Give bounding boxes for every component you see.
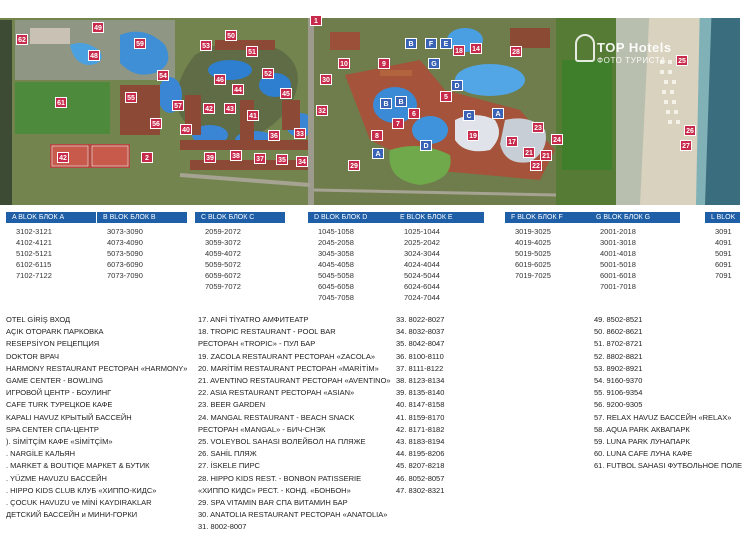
legend-item: 28. HIPPO KIDS REST. - BONBON PATISSERIE	[198, 473, 362, 483]
block-range-list	[195, 223, 285, 292]
map-marker: 50	[225, 30, 237, 41]
legend-item: 39. 8135-8140	[396, 388, 445, 398]
block-range: 3073-3090	[107, 227, 143, 236]
map-legend	[0, 314, 742, 532]
block-range: 5091	[715, 249, 732, 258]
block-range: 3001-3018	[600, 238, 636, 247]
block-room-ranges	[0, 212, 740, 302]
legend-item: 24. MANGAL RESTAURANT - BEACH SNACK	[198, 412, 355, 422]
map-marker: 22	[530, 160, 542, 171]
legend-column	[6, 314, 196, 521]
legend-item: 25. VOLEYBOL SAHASI ВОЛЕЙБОЛ НА ПЛЯЖЕ	[198, 437, 366, 447]
legend-item: 42. 8171-8182	[396, 424, 445, 434]
map-marker: D	[420, 140, 432, 151]
block-header: E BLOK БЛОК E	[394, 212, 484, 223]
map-marker: B	[380, 98, 392, 109]
block-column	[705, 212, 740, 281]
legend-item: ДЕТСКИЙ БАССЕЙН и МИНИ-ГОРКИ	[6, 510, 138, 520]
map-marker: 7	[392, 118, 404, 129]
block-column	[590, 212, 680, 292]
map-marker: 21	[523, 147, 535, 158]
legend-item: 60. LUNA CAFE ЛУНА КАФЕ	[594, 449, 693, 459]
block-header: G BLOK БЛОК G	[590, 212, 680, 223]
legend-column	[396, 314, 586, 497]
block-column	[505, 212, 595, 281]
map-marker: 1	[310, 15, 322, 26]
block-range: 5019-5025	[515, 249, 551, 258]
legend-item: 58. AQUA PARK АКВАПАРК	[594, 424, 690, 434]
map-marker: 51	[246, 46, 258, 57]
block-column	[97, 212, 187, 281]
map-marker: 18	[453, 45, 465, 56]
map-marker: 46	[214, 74, 226, 85]
map-marker: F	[425, 38, 437, 49]
legend-item: 44. 8195-8206	[396, 449, 445, 459]
block-range: 6024-6044	[404, 282, 440, 291]
block-range: 4073-4090	[107, 238, 143, 247]
block-range: 1045-1058	[318, 227, 354, 236]
block-range: 3059-3072	[205, 238, 241, 247]
legend-column	[198, 314, 391, 534]
legend-item: 51. 8702-8721	[594, 339, 643, 349]
legend-item: 27. İSKELE ПИРС	[198, 461, 260, 471]
legend-item: 29. SPA VITAMIN BAR СПА ВИТАМИН БАР	[198, 498, 348, 508]
legend-item: AÇIK OTOPARK ПАРКОВКА	[6, 327, 104, 337]
block-column	[308, 212, 398, 303]
block-range: 3024-3044	[404, 249, 440, 258]
legend-item: . MARKET & BOUTIQE МАРКЕТ & БУТИК	[6, 461, 150, 471]
block-range: 5102-5121	[16, 249, 52, 258]
legend-item: 33. 8022-8027	[396, 315, 445, 324]
block-range: 2045-2058	[318, 238, 354, 247]
legend-item: РЕСТОРАН «MANGAL» - БИЧ-СНЭК	[198, 424, 326, 434]
map-marker: 23	[532, 122, 544, 133]
map-marker: 9	[378, 58, 390, 69]
legend-item: 46. 8052-8057	[396, 473, 445, 483]
block-range: 6001-6018	[600, 271, 636, 280]
block-range: 7001-7018	[600, 282, 636, 291]
block-header: F BLOK БЛОК F	[505, 212, 595, 223]
legend-item: 35. 8042-8047	[396, 339, 445, 349]
watermark-title: TOP Hotels	[597, 40, 672, 55]
block-range: 7019-7025	[515, 271, 551, 280]
block-range: 4024-4044	[404, 260, 440, 269]
block-range-list	[6, 223, 96, 281]
map-marker: A	[492, 108, 504, 119]
legend-item: OTEL GİRİŞ ВХОД	[6, 315, 71, 324]
legend-item: ИГРОВОЙ ЦЕНТР - БОУЛИНГ	[6, 388, 112, 398]
legend-item: 19. ZACOLA RESTAURANT РЕСТОРАН «ZACOLA»	[198, 351, 376, 361]
block-range: 2001-2018	[600, 227, 636, 236]
legend-item: 45. 8207-8218	[396, 461, 445, 471]
legend-item: 49. 8502-8521	[594, 315, 643, 324]
block-range: 6019-6025	[515, 260, 551, 269]
map-marker: 36	[268, 130, 280, 141]
legend-item: . NARGİLE КАЛЬЯН	[6, 449, 76, 459]
block-range: 6102-6115	[16, 260, 52, 269]
legend-item: 17. ANFİ TİYATRO АМФИТЕАТР	[198, 315, 309, 324]
legend-item: 50. 8602-8621	[594, 327, 643, 337]
map-marker: 5	[440, 91, 452, 102]
legend-item: RESEPSİYON РЕЦЕПЦИЯ	[6, 339, 100, 349]
map-marker: 44	[232, 84, 244, 95]
legend-item: 55. 9106-9354	[594, 388, 643, 398]
map-marker: 48	[88, 50, 100, 61]
block-range: 7024-7044	[404, 293, 440, 302]
legend-item: 23. BEER GARDEN	[198, 400, 266, 410]
map-marker: E	[440, 38, 452, 49]
legend-item: CAFE TURK ТУРЕЦКОЕ КАФЕ	[6, 400, 113, 410]
legend-item: . HIPPO KIDS CLUB КЛУБ «ХИППО-КИДС»	[6, 485, 157, 495]
map-marker: 29	[348, 160, 360, 171]
legend-item: 43. 8183-8194	[396, 437, 445, 447]
legend-item: SPA CENTER СПА-ЦЕНТР	[6, 424, 99, 434]
block-range: 4019-4025	[515, 238, 551, 247]
legend-item: 59. LUNA PARK ЛУНАПАРК	[594, 437, 690, 447]
block-range: 7073-7090	[107, 271, 143, 280]
legend-item: 31. 8002-8007	[198, 522, 247, 532]
legend-item: 22. ASIA RESTAURANT РЕСТОРАН «ASIAN»	[198, 388, 355, 398]
block-range-list	[97, 223, 187, 281]
legend-item: 56. 9200-9305	[594, 400, 643, 410]
watermark	[573, 22, 691, 76]
legend-item: 37. 8111-8122	[396, 363, 444, 373]
resort-aerial-map	[0, 0, 740, 205]
legend-item: «ХИППО КИДС» РЕСТ. - КОНД. «БОНБОН»	[198, 485, 351, 495]
map-marker: 42	[203, 103, 215, 114]
block-range: 4045-4058	[318, 260, 354, 269]
map-marker: B	[405, 38, 417, 49]
legend-item: 18. TROPIC RESTAURANT - POOL BAR	[198, 327, 336, 337]
legend-item: 38. 8123-8134	[396, 376, 445, 386]
block-range: 4102-4121	[16, 238, 52, 247]
map-marker: B	[395, 96, 407, 107]
map-marker: 2	[141, 152, 153, 163]
legend-item: 47. 8302-8321	[396, 485, 445, 495]
map-marker: 41	[247, 110, 259, 121]
map-marker: 37	[254, 153, 266, 164]
legend-item: . ÇOCUK HAVUZU ve MİNİ KAYDIRAKLAR	[6, 498, 152, 508]
map-marker: 6	[408, 108, 420, 119]
legend-item: 53. 8902-8921	[594, 363, 643, 373]
legend-item: 26. SAHİL ПЛЯЖ	[198, 449, 257, 459]
block-column	[6, 212, 96, 281]
map-marker: 55	[125, 92, 137, 103]
legend-item: 41. 8159-8170	[396, 412, 445, 422]
map-marker: 25	[676, 55, 688, 66]
block-range: 3102-3121	[16, 227, 52, 236]
map-marker: 54	[157, 70, 169, 81]
map-marker: 24	[551, 134, 563, 145]
map-marker: G	[428, 58, 440, 69]
block-range: 2059-2072	[205, 227, 241, 236]
map-marker: C	[463, 110, 475, 121]
block-range: 3045-3058	[318, 249, 354, 258]
legend-item: 61. FUTBOL SAHASI ФУТБОЛЬНОЕ ПОЛЕ	[594, 461, 742, 471]
map-marker: 10	[338, 58, 350, 69]
legend-item: 30. ANATOLIA RESTAURANT РЕСТОРАН «ANATOLIA»	[198, 510, 388, 520]
legend-item: GAME CENTER - BOWLING	[6, 376, 104, 386]
block-range: 4091	[715, 238, 732, 247]
map-marker: 8	[371, 130, 383, 141]
map-marker: 45	[280, 88, 292, 99]
watermark-subtitle: ФОТО ТУРИСТА	[597, 56, 667, 65]
block-range: 5024-5044	[404, 271, 440, 280]
map-marker: 26	[684, 125, 696, 136]
legend-item: 34. 8032-8037	[396, 327, 445, 337]
block-range: 3019-3025	[515, 227, 551, 236]
map-marker: D	[451, 80, 463, 91]
map-marker: 39	[204, 152, 216, 163]
block-range-list	[308, 223, 398, 303]
legend-item: DOKTOR ВРАЧ	[6, 351, 59, 361]
block-range: 3091	[715, 227, 732, 236]
block-column	[195, 212, 285, 292]
map-marker: 34	[296, 156, 308, 167]
block-header: D BLOK БЛОК D	[308, 212, 398, 223]
block-range-list	[505, 223, 595, 281]
map-marker: 59	[134, 38, 146, 49]
block-range: 6091	[715, 260, 732, 269]
map-marker: 49	[92, 22, 104, 33]
map-marker: A	[372, 148, 384, 159]
map-marker: 40	[180, 124, 192, 135]
map-marker: 38	[230, 150, 242, 161]
block-range: 4001-4018	[600, 249, 636, 258]
block-range: 5045-5058	[318, 271, 354, 280]
legend-item: 52. 8802-8821	[594, 351, 643, 361]
legend-item: РЕСТОРАН «TROPIC» - ПУЛ БАР	[198, 339, 316, 349]
map-marker: 35	[276, 154, 288, 165]
block-range: 5001-5018	[600, 260, 636, 269]
legend-item: 21. AVENTINO RESTAURANT РЕСТОРАН «AVENTINO»	[198, 376, 391, 386]
map-marker: 14	[470, 43, 482, 54]
block-header: C BLOK БЛОК C	[195, 212, 285, 223]
map-marker: 33	[294, 128, 306, 139]
map-marker: 62	[16, 34, 28, 45]
block-range: 7102-7122	[16, 271, 52, 280]
block-range: 6059-6072	[205, 271, 241, 280]
block-range: 5073-5090	[107, 249, 143, 258]
legend-item: . YÜZME HAVUZU БАССЕЙН	[6, 473, 107, 483]
map-marker: 19	[467, 130, 479, 141]
map-marker: 53	[200, 40, 212, 51]
legend-item: HARMONY RESTAURANT РЕСТОРАН «HARMONY»	[6, 363, 188, 373]
map-marker: 27	[680, 140, 692, 151]
map-marker: 30	[320, 74, 332, 85]
map-marker: 43	[224, 103, 236, 114]
block-range-list	[590, 223, 680, 292]
block-range-list	[705, 223, 740, 281]
legend-item: 40. 8147-8158	[396, 400, 445, 410]
block-header: B BLOK БЛОК B	[97, 212, 187, 223]
block-range: 7059-7072	[205, 282, 241, 291]
block-header: A BLOK БЛОК A	[6, 212, 96, 223]
map-marker: 52	[262, 68, 274, 79]
map-marker: 56	[150, 118, 162, 129]
block-range: 7045-7058	[318, 293, 354, 302]
legend-item: ). SİMİTÇİM КАФЕ «SİMİTÇİM»	[6, 437, 113, 447]
block-range: 2025-2042	[404, 238, 440, 247]
legend-item: 36. 8100-8110	[396, 351, 444, 361]
block-range: 7091	[715, 271, 732, 280]
map-marker: 21	[540, 150, 552, 161]
block-column	[394, 212, 484, 303]
block-range: 6073-6090	[107, 260, 143, 269]
map-marker: 57	[172, 100, 184, 111]
map-marker: 32	[316, 105, 328, 116]
map-marker: 42	[57, 152, 69, 163]
legend-item: 54. 9160-9370	[594, 376, 643, 386]
block-range: 1025-1044	[404, 227, 440, 236]
block-header: L BLOK	[705, 212, 740, 223]
map-marker: 61	[55, 97, 67, 108]
block-range: 5059-5072	[205, 260, 241, 269]
watermark-emblem-icon	[575, 34, 595, 62]
legend-item: 57. RELAX HAVUZ БАССЕЙН «RELAX»	[594, 412, 732, 422]
map-marker: 17	[506, 136, 518, 147]
legend-item: KAPALI HAVUZ КРЫТЫЙ БАССЕЙН	[6, 412, 132, 422]
block-range-list	[394, 223, 484, 303]
block-range: 6045-6058	[318, 282, 354, 291]
legend-column	[594, 314, 742, 473]
block-range: 4059-4072	[205, 249, 241, 258]
map-marker: 28	[510, 46, 522, 57]
legend-item: 20. MARİTİM RESTAURANT РЕСТОРАН «MARİTİM»	[198, 363, 379, 373]
